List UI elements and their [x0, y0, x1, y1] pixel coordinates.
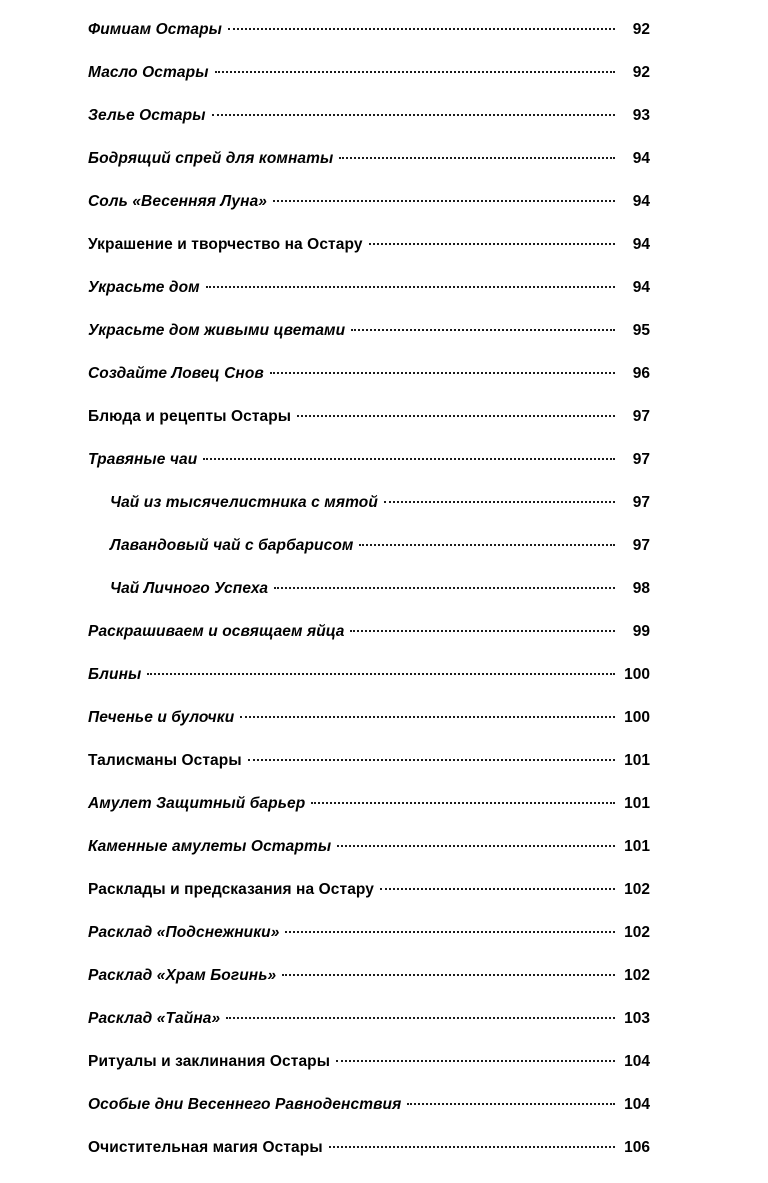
toc-entry[interactable] — [0, 409, 768, 452]
toc-entry[interactable] — [0, 753, 768, 796]
toc-entry-page-number: 95 — [632, 322, 650, 339]
toc-leader-dots — [336, 1059, 615, 1062]
toc-entry-title: Зелье Остары — [88, 107, 206, 124]
toc-entry-page-number: 97 — [632, 537, 650, 554]
toc-entry[interactable] — [0, 108, 768, 151]
toc-entry-title: Чай из тысячелистника с мятой — [110, 494, 378, 511]
toc-entry[interactable] — [0, 1011, 768, 1054]
toc-entry-page-number: 93 — [632, 107, 650, 124]
toc-entry-title: Ритуалы и заклинания Остары — [88, 1053, 331, 1070]
toc-entry[interactable] — [0, 667, 768, 710]
toc-entry-page-number: 100 — [624, 709, 650, 726]
toc-entry-title: Соль «Весенняя Луна» — [88, 193, 268, 210]
toc-entry[interactable] — [0, 882, 768, 925]
toc-leader-dots — [369, 242, 615, 245]
toc-entry[interactable] — [0, 624, 768, 667]
toc-entry-page-number: 102 — [624, 924, 650, 941]
toc-entry-title: Блины — [88, 666, 142, 683]
toc-entry[interactable] — [0, 366, 768, 409]
toc-entry-title: Создайте Ловец Снов — [88, 365, 264, 382]
toc-entry[interactable] — [0, 839, 768, 882]
toc-entry[interactable] — [0, 323, 768, 366]
toc-entry-title: Расклад «Тайна» — [88, 1010, 221, 1027]
toc-entry-page-number: 101 — [624, 838, 650, 855]
toc-entry[interactable] — [0, 710, 768, 753]
toc-entry-page-number: 99 — [632, 623, 650, 640]
toc-entry[interactable] — [0, 452, 768, 495]
toc-leader-dots — [274, 586, 615, 589]
toc-leader-dots — [273, 199, 615, 202]
toc-leader-dots — [226, 1016, 615, 1019]
toc-entry-page-number: 106 — [624, 1139, 650, 1156]
toc-entry-title: Раскрашиваем и освящаем яйца — [88, 623, 345, 640]
toc-entry-page-number: 100 — [624, 666, 650, 683]
toc-leader-dots — [337, 844, 615, 847]
toc-entry[interactable] — [0, 796, 768, 839]
toc-entry-page-number: 98 — [632, 580, 650, 597]
toc-entry-title: Украсьте дом — [88, 279, 200, 296]
toc-leader-dots — [212, 113, 615, 116]
toc-entry-page-number: 94 — [632, 150, 650, 167]
toc-entry-page-number: 96 — [632, 365, 650, 382]
toc-entry[interactable] — [0, 1140, 768, 1183]
toc-entry-title: Чай Личного Успеха — [110, 580, 269, 597]
toc-entry-page-number: 102 — [624, 967, 650, 984]
toc-entry-title: Травяные чаи — [88, 451, 198, 468]
toc-entry-title: Масло Остары — [88, 64, 209, 81]
toc-leader-dots — [407, 1102, 615, 1105]
toc-entry-title: Печенье и булочки — [88, 709, 235, 726]
toc-entry-page-number: 94 — [632, 236, 650, 253]
toc-entry-page-number: 92 — [632, 64, 650, 81]
toc-entry[interactable] — [0, 968, 768, 1011]
toc-entry[interactable] — [0, 581, 768, 624]
toc-leader-dots — [329, 1145, 615, 1148]
toc-entry[interactable] — [0, 237, 768, 280]
toc-entry[interactable] — [0, 1054, 768, 1097]
toc-leader-dots — [350, 629, 615, 632]
toc-entry-page-number: 92 — [632, 21, 650, 38]
toc-leader-dots — [282, 973, 615, 976]
toc-entry-title: Амулет Защитный барьер — [88, 795, 306, 812]
toc-entry[interactable] — [0, 280, 768, 323]
toc-entry-page-number: 103 — [624, 1010, 650, 1027]
toc-leader-dots — [339, 156, 615, 159]
toc-entry-title: Очистительная магия Остары — [88, 1139, 323, 1156]
toc-entry[interactable] — [0, 151, 768, 194]
toc-entry-title: Фимиам Остары — [88, 21, 222, 38]
toc-entry-title: Лавандовый чай с барбарисом — [110, 537, 354, 554]
toc-entry-title: Расклад «Храм Богинь» — [88, 967, 277, 984]
toc-leader-dots — [206, 285, 615, 288]
toc-entry-page-number: 94 — [632, 279, 650, 296]
toc-leader-dots — [228, 27, 615, 30]
toc-entry-title: Бодрящий спрей для комнаты — [88, 150, 334, 167]
toc-entry[interactable] — [0, 495, 768, 538]
toc-leader-dots — [380, 887, 615, 890]
toc-entry-title: Украшение и творчество на Остару — [88, 236, 363, 253]
toc-entry-title: Украсьте дом живыми цветами — [88, 322, 346, 339]
toc-leader-dots — [240, 715, 615, 718]
toc-leader-dots — [203, 457, 615, 460]
toc-entry-title: Расклад «Подснежники» — [88, 924, 280, 941]
toc-entry[interactable] — [0, 194, 768, 237]
toc-entry-page-number: 102 — [624, 881, 650, 898]
toc-leader-dots — [359, 543, 615, 546]
toc-entry-title: Расклады и предсказания на Остару — [88, 881, 375, 898]
toc-entry[interactable] — [0, 1097, 768, 1140]
toc-leader-dots — [285, 930, 615, 933]
toc-entry-title: Талисманы Остары — [88, 752, 242, 769]
toc-entry[interactable] — [0, 65, 768, 108]
toc-leader-dots — [248, 758, 615, 761]
toc-leader-dots — [351, 328, 615, 331]
toc-entry-page-number: 97 — [632, 451, 650, 468]
toc-leader-dots — [215, 70, 615, 73]
toc-entry[interactable] — [0, 925, 768, 968]
toc-entry-page-number: 101 — [624, 795, 650, 812]
toc-leader-dots — [297, 414, 615, 417]
toc-entry[interactable] — [0, 22, 768, 65]
toc-leader-dots — [311, 801, 615, 804]
toc-entry-page-number: 101 — [624, 752, 650, 769]
toc-leader-dots — [384, 500, 615, 503]
toc-entry-page-number: 104 — [624, 1053, 650, 1070]
toc-entry-title: Блюда и рецепты Остары — [88, 408, 292, 425]
toc-entry-page-number: 94 — [632, 193, 650, 210]
toc-entry[interactable] — [0, 538, 768, 581]
toc-entry-page-number: 104 — [624, 1096, 650, 1113]
toc-entry-page-number: 97 — [632, 494, 650, 511]
toc-entry-title: Особые дни Весеннего Равноденствия — [88, 1096, 402, 1113]
toc-leader-dots — [270, 371, 615, 374]
toc-leader-dots — [147, 672, 615, 675]
toc-entry-title: Каменные амулеты Остарты — [88, 838, 332, 855]
toc-entry-page-number: 97 — [632, 408, 650, 425]
